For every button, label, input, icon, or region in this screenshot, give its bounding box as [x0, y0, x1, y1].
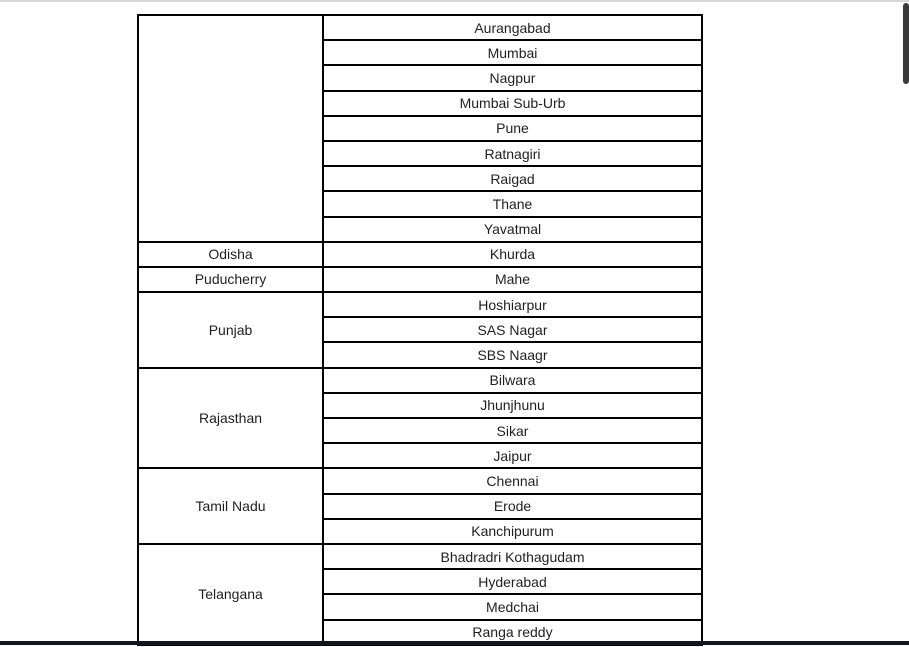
top-divider: [0, 0, 909, 2]
district-cell: Ranga reddy: [323, 620, 702, 645]
state-cell: Puducherry: [138, 267, 323, 292]
district-cell: Kanchipurum: [323, 519, 702, 544]
district-cell: SAS Nagar: [323, 317, 702, 342]
district-cell: Sikar: [323, 418, 702, 443]
state-cell: Punjab: [138, 292, 323, 368]
state-district-table-body: [138, 15, 702, 645]
district-cell: Bilwara: [323, 368, 702, 393]
district-cell: Ratnagiri: [323, 141, 702, 166]
district-cell: Thane: [323, 191, 702, 216]
district-cell: Bhadradri Kothagudam: [323, 544, 702, 569]
state-district-table: [137, 14, 703, 646]
district-cell: Mumbai Sub-Urb: [323, 91, 702, 116]
table-row: [138, 368, 702, 393]
district-cell: Nagpur: [323, 65, 702, 90]
state-cell: [138, 15, 323, 242]
table-row: [138, 544, 702, 569]
state-cell: Odisha: [138, 242, 323, 267]
scrollbar-thumb[interactable]: [903, 3, 909, 84]
district-cell: Mahe: [323, 267, 702, 292]
table-row: [138, 15, 702, 40]
state-cell: Tamil Nadu: [138, 468, 323, 544]
district-cell: Jaipur: [323, 443, 702, 468]
table-row: [138, 292, 702, 317]
district-cell: Mumbai: [323, 40, 702, 65]
district-cell: SBS Naagr: [323, 342, 702, 367]
bottom-bar: [0, 641, 909, 645]
table-row: [138, 267, 702, 292]
table-row: [138, 468, 702, 493]
district-cell: Raigad: [323, 166, 702, 191]
district-cell: Pune: [323, 116, 702, 141]
district-cell: Jhunjhunu: [323, 393, 702, 418]
district-cell: Medchai: [323, 594, 702, 619]
district-cell: Aurangabad: [323, 15, 702, 40]
state-cell: Telangana: [138, 544, 323, 645]
district-cell: Hoshiarpur: [323, 292, 702, 317]
district-cell: Chennai: [323, 468, 702, 493]
district-cell: Yavatmal: [323, 217, 702, 242]
table-row: [138, 242, 702, 267]
district-cell: Erode: [323, 494, 702, 519]
document-table-container: [137, 14, 703, 646]
state-cell: Rajasthan: [138, 368, 323, 469]
district-cell: Hyderabad: [323, 569, 702, 594]
district-cell: Khurda: [323, 242, 702, 267]
